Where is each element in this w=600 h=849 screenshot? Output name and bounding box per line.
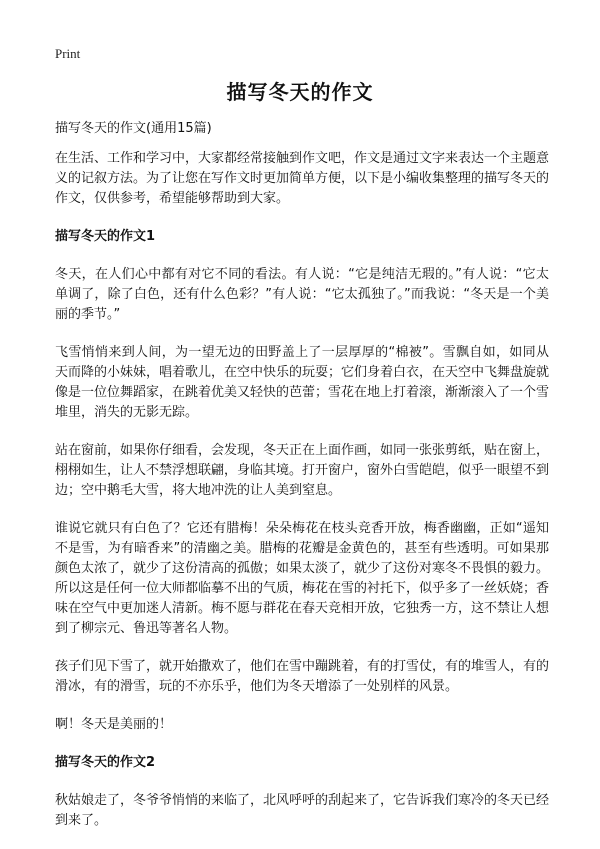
section-heading-2: 描写冬天的作文2 xyxy=(55,755,156,770)
paragraph: 飞雪悄悄来到人间，为一望无边的田野盖上了一层厚厚的“棉被”。雪飘自如，如同从天而降的小妹妹，唱着歌儿，在空中快乐的玩耍；它们身着白衣，在天空中飞舞盘旋就像是一位位舞蹈家，在跳着优美又轻快的芭蕾；雪花在地上打着滚，渐渐滚入了一个雪堆里，消失的无影无踪。 xyxy=(55,345,550,420)
section-heading-1: 描写冬天的作文1 xyxy=(55,229,156,244)
paragraph: 站在窗前，如果你仔细看，会发现，冬天正在上面作画，如同一张张剪纸，贴在窗上，栩栩如生，让人不禁浮想联翩，身临其境。打开窗户，窗外白雪皑皑，似乎一眼望不到边；空中鹅毛大雪，将大地冲洗的让人美到窒息。 xyxy=(55,443,550,498)
page-title: 描写冬天的作文 xyxy=(226,80,374,104)
print-link[interactable]: Print xyxy=(55,46,81,61)
paragraph: 冬天，在人们心中都有对它不同的看法。有人说：“它是纯洁无瑕的。”有人说：“它太单调了，除了白色，还有什么色彩？”有人说：“它太孤独了。”而我说：“冬天是一个美丽的季节。” xyxy=(55,267,549,322)
paragraph: 啊！冬天是美丽的！ xyxy=(55,717,173,732)
document-subtitle: 描写冬天的作文(通用15篇) xyxy=(55,121,212,136)
paragraph: 孩子们见下雪了，就开始撒欢了，他们在雪中蹦跳着，有的打雪仗，有的堆雪人，有的滑冰，有的滑雪，玩的不亦乐乎，他们为冬天增添了一处别样的风景。 xyxy=(55,659,550,694)
paragraph: 秋姑娘走了，冬爷爷悄悄的来临了，北风呼呼的刮起来了，它告诉我们寒冷的冬天已经到来了。 xyxy=(55,793,550,828)
intro-paragraph: 在生活、工作和学习中，大家都经常接触到作文吧，作文是通过文字来表达一个主题意义的记叙方法。为了让您在写作文时更加简单方便，以下是小编收集整理的描写冬天的作文，仅供参考，希望能够帮助到大家。 xyxy=(55,151,550,206)
document-body xyxy=(55,119,549,849)
paragraph: 谁说它就只有白色了？它还有腊梅！朵朵梅花在枝头竞香开放，梅香幽幽，正如“遥知不是雪，为有暗香来”的清幽之美。腊梅的花瓣是金黄色的，甚至有些透明。可如果那颜色太浓了，就少了这份清高的孤傲；如果太淡了，就少了这份对寒冬不畏惧的毅力。所以这是任何一位大师都临摹不出的气质，梅花在雪的衬托下，似乎多了一丝妖娆；香味在空气中更加迷人清新。梅不愿与群花在春天竞相开放，它独秀一方，这不禁让人想到了柳宗元、鲁迅等著名人物。 xyxy=(55,521,550,636)
